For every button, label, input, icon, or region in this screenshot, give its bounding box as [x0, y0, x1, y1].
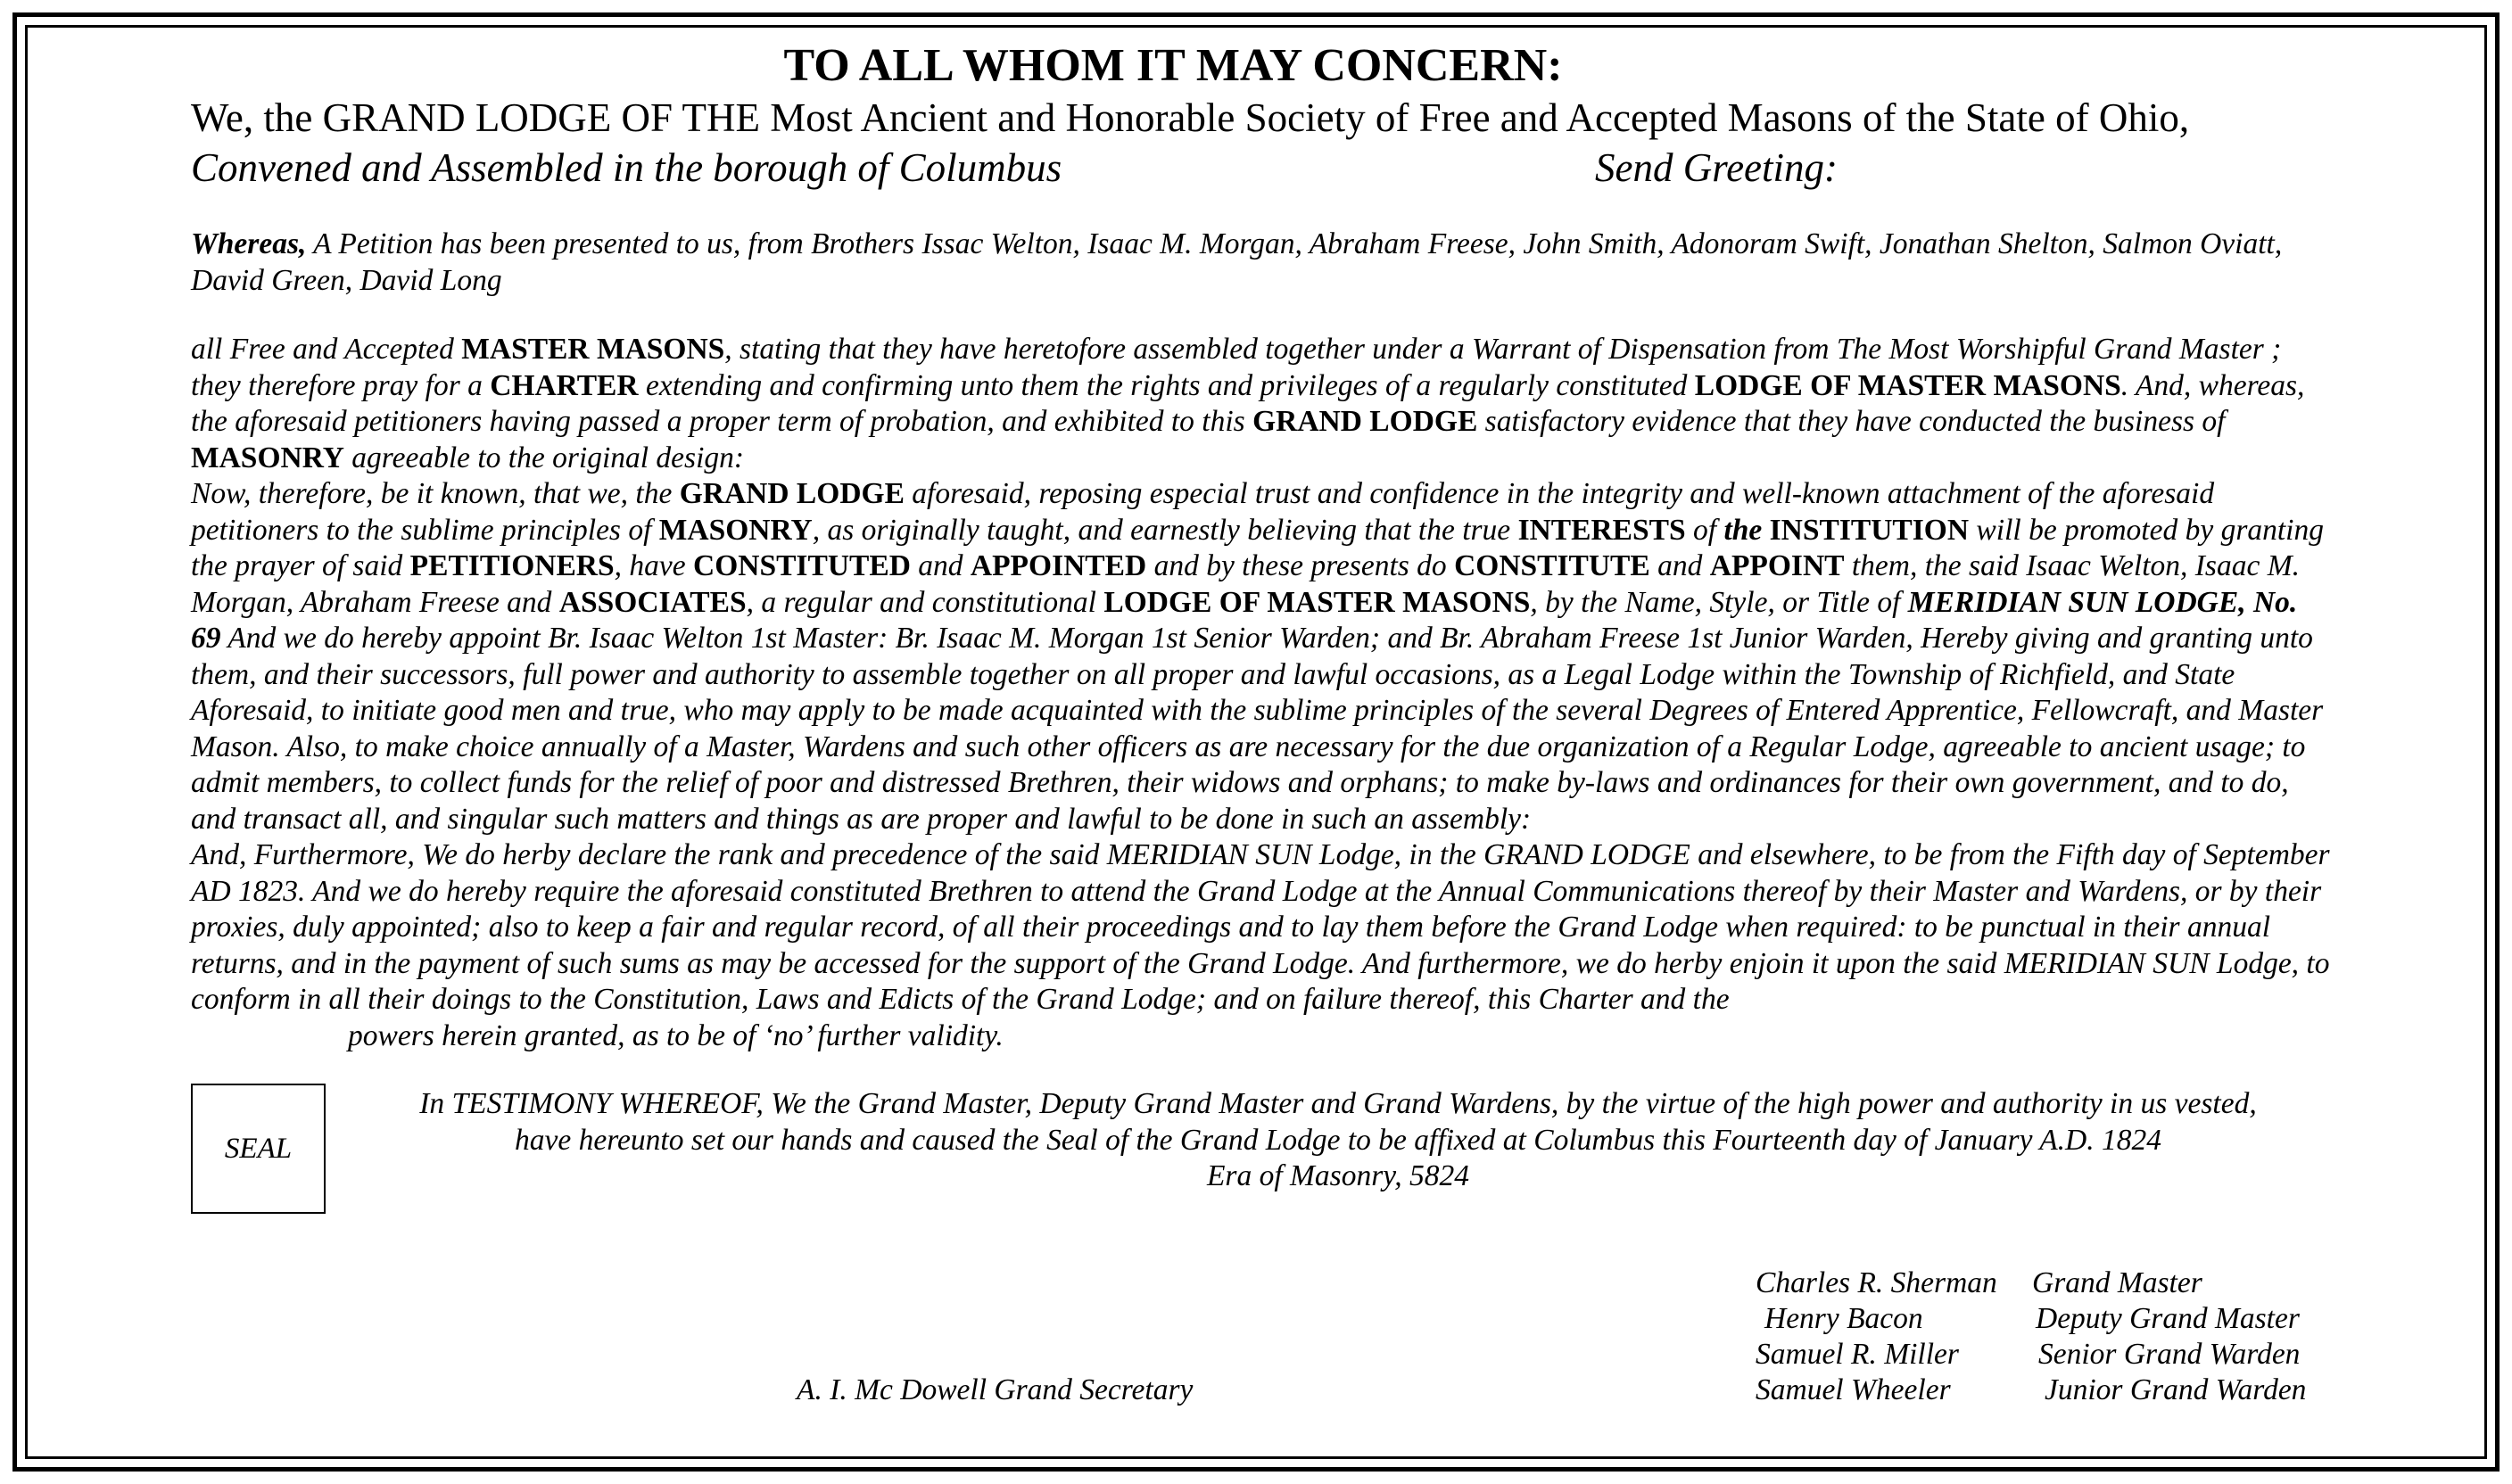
body-emphasis: LODGE OF MASTER MASONS: [1694, 368, 2121, 402]
body-emphasis: GRAND LODGE: [679, 477, 905, 510]
body-emphasis: MASONRY: [191, 441, 344, 474]
body-text: will be promoted by granting the prayer of said: [191, 513, 2324, 582]
testimony-line: In TESTIMONY WHEREOF, We the Grand Master, Deputy Grand Master and Grand Wardens, by the virtue of the high power and authority in us vested,: [419, 1087, 2257, 1120]
whereas-text: A Petition has been presented to us, from Brothers Issac Welton, Isaac M. Morgan, Abraham Freese, John Smith, Adonoram Swift, Jonathan Shelton, Salmon Oviatt, David Green, David Long: [191, 227, 2283, 297]
document-title: TO ALL WHOM IT MAY CONCERN:: [783, 40, 1563, 91]
grand-secretary: A. I. Mc Dowell Grand Secretary: [797, 1373, 1194, 1406]
body-text: all Free and Accepted: [191, 333, 462, 366]
testimony-block: [357, 1086, 2319, 1195]
body-text: of: [1685, 513, 1724, 547]
body-emphasis: MASONRY: [658, 513, 813, 547]
body-emphasis: GRAND LODGE: [1252, 405, 1478, 438]
body-text: , stating that they have heretofore assembled together under a Warrant of Dispensation from The Most Worshipful Grand Master ; they therefore pray for a: [191, 333, 2282, 402]
body-text: , have: [614, 549, 694, 582]
body-emphasis: INTERESTS: [1517, 513, 1686, 547]
signatory-title: Senior Grand Warden: [2038, 1338, 2301, 1371]
body-emphasis: CONSTITUTE: [1454, 549, 1650, 582]
signatory-name: Samuel R. Miller: [1756, 1338, 1959, 1371]
body-text: aforesaid, reposing especial trust and confidence in the integrity and well-known attachment of the aforesaid petitioners to the sublime principles of: [191, 477, 2215, 547]
body-text: , by the Name, Style, or Title of: [1530, 585, 1908, 619]
body-emphasis: INSTITUTION: [1769, 513, 1970, 547]
era-line: Era of Masonry, 5824: [1206, 1159, 1470, 1192]
whereas-lead: Whereas,: [191, 227, 307, 260]
seal-box: [191, 1084, 326, 1214]
body-emphasis: APPOINTED: [970, 549, 1147, 582]
signatory-title: Junior Grand Warden: [2045, 1373, 2307, 1406]
body-text: satisfactory evidence that they have conducted the business of: [1477, 405, 2226, 438]
testimony-line: have hereunto set our hands and caused the Seal of the Grand Lodge to be affixed at Columbus this Fourteenth day of January A.D. 1824: [515, 1123, 2161, 1157]
body-emphasis: MASTER MASONS: [461, 333, 725, 366]
body-text: And we do hereby appoint Br. Isaac Welton 1st Master: Br. Isaac M. Morgan 1st Senior Warden; and Br. Abraham Freese 1st Junior Warden, Hereby giving and granting unto them, and their successors, full power and authority to assemble together on all proper and lawful occasions, as a Legal Lodge within the Township of Richfield, and State Aforesaid, to initiate good men and true, who may apply to be made acquainted with the sublime principles of the several Degrees of Entered Apprentice, Fellowcraft, and Master Mason. Also, to make choice annually of a Master, Wardens and such other officers as are necessary for the due organization of a Regular Lodge, agreeable to ancient usage; to admit members, to collect funds for the relief of poor and distressed Brethren, their widows and orphans; to make by-laws and ordinances for their own government, and to do, and transact all, and singular such matters and things as are proper and lawful to be done in such an assembly:: [191, 622, 2324, 836]
body-text: extending and confirming unto them the rights and privileges of a regularly constituted: [638, 368, 1695, 402]
seal-label: SEAL: [224, 1132, 293, 1165]
body-emphasis: PETITIONERS: [409, 549, 615, 582]
body-text: And, Furthermore, We do herby declare the rank and precedence of the said MERIDIAN SUN Lodge, in the GRAND LODGE and elsewhere, to be from the Fifth day of September AD 1823. And we do hereby require the aforesaid constituted Brethren to attend the Grand Lodge at the Annual Communications thereof by their Master and Wardens, or by their proxies, duly appointed; also to keep a fair and regular record, of all their proceedings and to lay them before the Grand Lodge when required: to be punctual in their annual returns, and in the payment of such sums as may be accessed for the support of the Grand Lodge. And furthermore, we do herby enjoin it upon the said MERIDIAN SUN Lodge, to conform in all their doings to the Constitution, Laws and Edicts of the Grand Lodge; and on failure thereof, this Charter and the: [191, 838, 2330, 1016]
body-text: and by these presents do: [1146, 549, 1455, 582]
body-emphasis: CHARTER: [490, 368, 639, 402]
body-text: agreeable to the original design:: [343, 441, 745, 474]
body-emphasis: CONSTITUTED: [693, 549, 911, 582]
body-text: and: [1649, 549, 1710, 582]
charter-body: [191, 332, 2332, 1054]
signatory-title: Grand Master: [2032, 1266, 2202, 1299]
body-text: them, the said Isaac Welton, Isaac M. Morgan, Abraham Freese and: [191, 549, 2300, 619]
body-text: and: [910, 549, 971, 582]
body-emphasis: APPOINT: [1709, 549, 1845, 582]
signatory-title: Deputy Grand Master: [2036, 1302, 2300, 1335]
body-text: , as originally taught, and earnestly believing that the true: [812, 513, 1518, 547]
body-emphasis: the: [1723, 513, 1763, 547]
body-text: powers herein granted, as to be of ‘no’ further validity.: [348, 1018, 1004, 1052]
signatory-name: Samuel Wheeler: [1756, 1373, 1951, 1406]
body-text: , a regular and constitutional: [746, 585, 1104, 619]
lodge-name: MERIDIAN SUN LODGE, No. 69: [191, 585, 2298, 655]
grand-lodge-heading: We, the GRAND LODGE OF THE Most Ancient and Honorable Society of Free and Accepted Masons of the State of Ohio,: [191, 95, 2190, 140]
body-text: . And, whereas, the aforesaid petitioners having passed a proper term of probation, and exhibited to this: [191, 368, 2305, 438]
body-emphasis: LODGE OF MASTER MASONS: [1103, 585, 1531, 619]
convened-line: Convened and Assembled in the borough of Columbus: [191, 145, 1062, 190]
body-text: Now, therefore, be it known, that we, the: [191, 477, 680, 510]
body-emphasis: ASSOCIATES: [558, 585, 747, 619]
whereas-paragraph: [191, 227, 2332, 299]
body-text: [1762, 514, 1769, 547]
signatory-name: Henry Bacon: [1764, 1302, 1923, 1335]
send-greeting: Send Greeting:: [1595, 145, 1838, 190]
signatory-name: Charles R. Sherman: [1756, 1266, 1997, 1299]
